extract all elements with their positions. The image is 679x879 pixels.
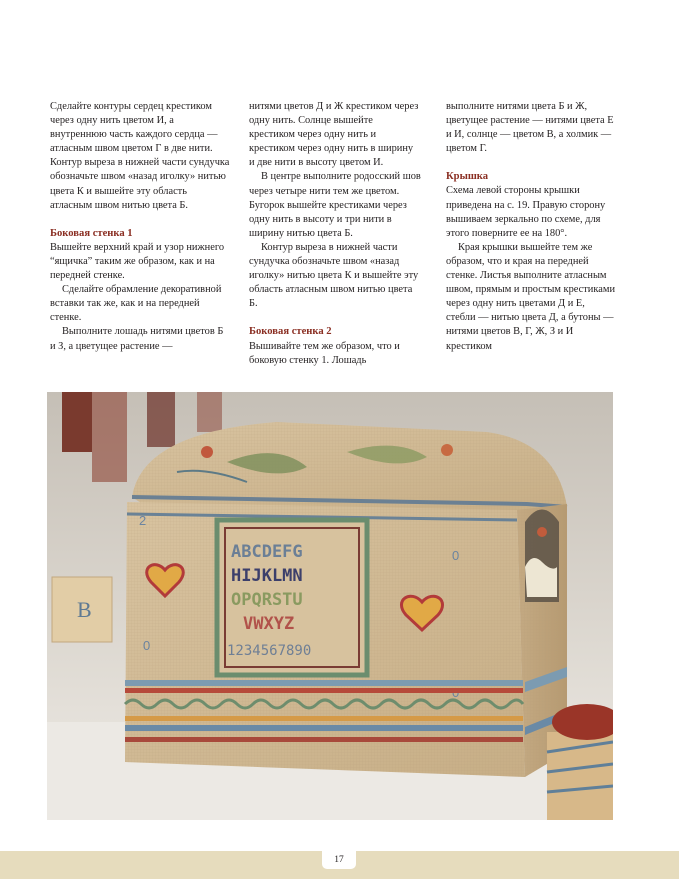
- paragraph: Сделайте обрамление декоративной вставки так же, как и на передней стенке.: [50, 284, 222, 324]
- paragraph: Контур выреза в нижней части сундучка обозначьте швом «назад иголку» нитью цвета К и вышейте эту область атласным швом нитью цвета Б.: [249, 241, 419, 310]
- alphabet-row: ABCDEFG: [231, 542, 303, 562]
- alphabet-row: OPQRSTU: [231, 590, 303, 610]
- alphabet-row: HIJKLMN: [231, 566, 303, 586]
- side-number: 0: [452, 548, 460, 563]
- paragraph: Края крышки вышейте тем же образом, что и края на передней стенке. Листья выполните атласным швом, прямым и простым крестиками через одну нить цветами Д и Е, стебли — нитью цвета Д, а бутоны — нитями цветов В, Г, Ж, З и И крестиком: [446, 241, 616, 352]
- paragraph: Вышивайте тем же образом, что и боковую стенку 1. Лошадь: [249, 340, 400, 366]
- text-column-3: [446, 100, 616, 354]
- section-heading: Боковая стенка 2: [249, 326, 332, 338]
- paragraph: Выполните лошадь нитями цветов Б и З, а цветущее растение —: [50, 326, 224, 352]
- paragraph: Схема левой стороны крышки приведена на с. 19. Правую сторону вышиваем зеркально по схеме, для этого поверните ее на 180°.: [446, 185, 606, 239]
- section-heading: Крышка: [446, 171, 489, 183]
- side-number: 0: [143, 638, 151, 653]
- text-column-1: [50, 100, 230, 354]
- block-letter: B: [77, 597, 92, 622]
- section-heading: Боковая стенка 1: [50, 227, 133, 239]
- paragraph: В центре выполните родосский шов через четыре нити тем же цветом. Бугорок вышейте крестиками через одну нить в высоту и три нити в ширину нитью цвета Б.: [249, 171, 421, 239]
- alphabet-row: VWXYZ: [243, 614, 295, 634]
- paragraph: выполните нитями цвета Б и Ж, цветущее растение — нитями цвета Е и И, солнце — цветом В, а холмик — цветом Г.: [446, 101, 614, 155]
- side-number: 2: [139, 513, 147, 528]
- paragraph: нитями цветов Д и Ж крестиком через одну нить. Солнце вышейте крестиком через одну нить и крестиком через одну нить в ширину и две нити в высоту цветом И.: [249, 101, 419, 169]
- page-number: 17: [322, 851, 356, 869]
- text-column-2: [249, 100, 421, 368]
- embroidered-box-photo: [47, 392, 613, 820]
- paragraph: Вышейте верхний край и узор нижнего “ящичка” таким же образом, как и на передней стенке.: [50, 241, 225, 282]
- paragraph: Сделайте контуры сердец крестиком через одну нить цветом И, а внутреннюю часть каждого сердца — атласным швом цветом Г в две нити. Контур выреза в нижней части сундучка обозначьте швом «назад иголку» нитью цвета К и вышейте эту область атласным швом нитью цвета Б.: [50, 101, 230, 211]
- numbers-row: 1234567890: [227, 643, 312, 659]
